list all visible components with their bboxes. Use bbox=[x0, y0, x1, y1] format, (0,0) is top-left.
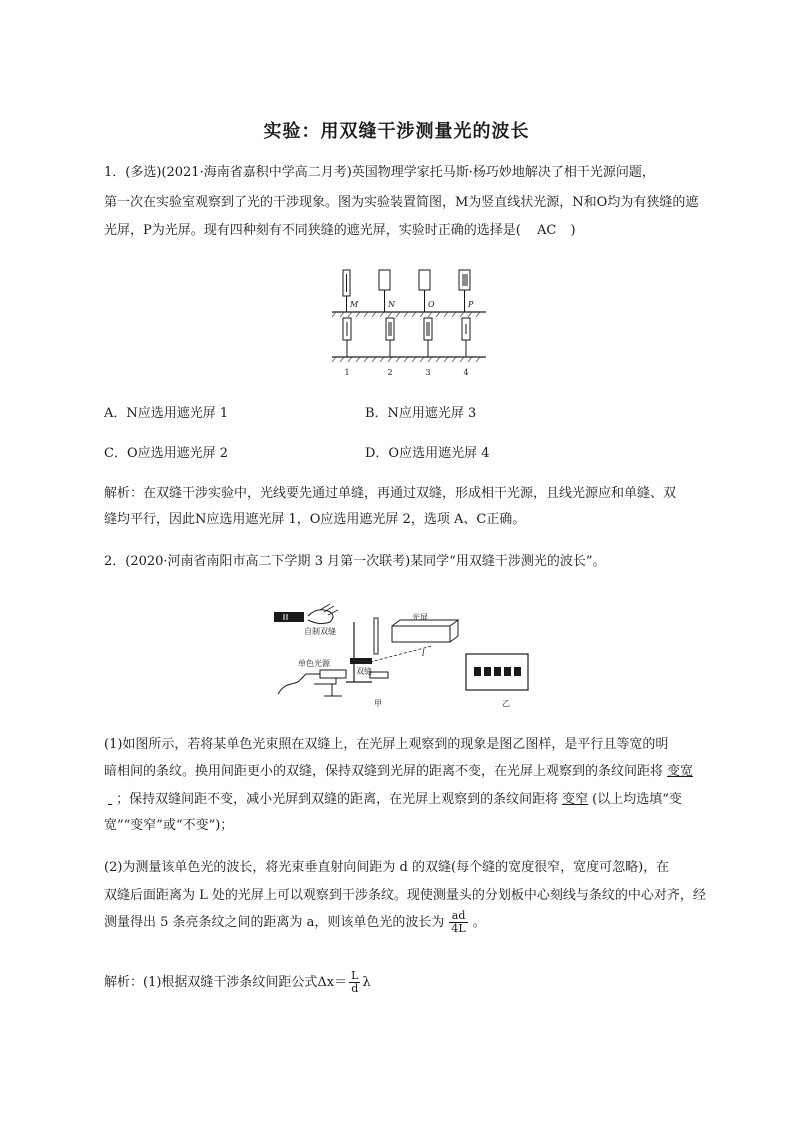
slit-screen-2 bbox=[386, 318, 394, 340]
q1-stem-paren: ) bbox=[570, 223, 576, 238]
label-o: O bbox=[428, 300, 435, 309]
label-l: l bbox=[422, 649, 425, 658]
formula-denominator: d bbox=[351, 982, 359, 995]
double-slit-holder bbox=[350, 658, 372, 664]
label-m: M bbox=[350, 300, 359, 309]
q2-part2-line3-end: 。 bbox=[472, 915, 486, 930]
figure-yi bbox=[466, 654, 528, 708]
double-slit-sample bbox=[274, 612, 304, 622]
number-3: 3 bbox=[425, 368, 431, 377]
q2-part2-line1: (2)为测量该单色光的波长，将光束垂直射向间距为 d 的双缝(每个缝的宽度很窄，宽度可忽略)，在 bbox=[104, 860, 670, 875]
label-self-slit: 自制双缝 bbox=[304, 627, 336, 636]
label-jia: 甲 bbox=[374, 699, 382, 708]
q1-option-a: A．N应选用遮光屏 1 bbox=[104, 406, 229, 421]
formula-lambda: λ bbox=[362, 975, 371, 990]
screen-box bbox=[392, 626, 450, 642]
q2-stem: 2．(2020·河南省南阳市高二下学期 3 月第一次联考)某同学“用双缝干涉测光的波长”。 bbox=[104, 554, 606, 569]
fringe-bar-2 bbox=[484, 667, 491, 676]
q1-option-d: D．O应选用遮光屏 4 bbox=[365, 446, 490, 461]
formula-numerator: L bbox=[351, 969, 359, 982]
page-title: 实验：用双缝干涉测量光的波长 bbox=[263, 121, 530, 142]
q2-figure-apparatus bbox=[262, 598, 552, 710]
label-screen: 光屏 bbox=[412, 613, 428, 622]
hand-icon bbox=[308, 610, 333, 624]
fringe-bar-5 bbox=[514, 667, 521, 676]
fringe-bar-3 bbox=[494, 667, 501, 676]
label-n: N bbox=[388, 300, 395, 309]
label-double-slit: 双缝 bbox=[356, 667, 372, 676]
q1-stem-line1: 1．(多选)(2021·海南省嘉积中学高二月考)英国物理学家托马斯·杨巧妙地解决了相干光源问题， bbox=[104, 165, 655, 180]
label-yi: 乙 bbox=[502, 699, 510, 708]
q1-stem-line2: 第一次在实验室观察到了光的干涉现象。图为实验装置简图，M为竖直线状光源，N和O均为有狭缝的遮 bbox=[104, 195, 699, 210]
q1-analysis-line1: 解析：在双缝干涉实验中，光线要先通过单缝，再通过双缝，形成相干光源，且线光源应和单缝、双 bbox=[104, 486, 677, 501]
label-p: P bbox=[468, 300, 474, 309]
q1-option-b: B．N应用遮光屏 3 bbox=[365, 406, 477, 421]
q2-part1-line2-text: 暗相间的条纹。换用间距更小的双缝，保持双缝到光屏的距离不变，在光屏上观察到的条纹间距将 bbox=[104, 764, 664, 779]
number-1: 1 bbox=[344, 368, 350, 377]
q2-analysis bbox=[104, 970, 371, 995]
q2-part1-line2 bbox=[104, 760, 697, 779]
q2-part1-line3-end: (以上均选填“变 bbox=[592, 792, 682, 807]
q2-analysis-text: 解析：(1)根据双缝干涉条纹间距公式Δx＝ bbox=[104, 975, 348, 990]
label-light-source: 单色光源 bbox=[298, 659, 330, 668]
q2-part1-line3 bbox=[104, 788, 682, 807]
q1-figure-slits bbox=[330, 262, 490, 380]
q1-answer: AC bbox=[536, 223, 557, 238]
fraction-denominator: 4L bbox=[451, 922, 466, 935]
number-2: 2 bbox=[387, 368, 393, 377]
screen-o bbox=[419, 270, 430, 290]
slit-screen-3 bbox=[424, 318, 432, 340]
q2-part1-line3-text: ；保持双缝间距不变，减小光屏到双缝的距离，在光屏上观察到的条纹间距将 bbox=[116, 792, 559, 807]
number-4: 4 bbox=[463, 368, 469, 377]
q2-part2-line2: 双缝后面距离为 L 处的光屏上可以观察到干涉条纹。现使测量头的分划板中心刻线与条纹的中心对齐，经 bbox=[104, 888, 706, 903]
q1-stem-line3-text: 光屏，P为光屏。现有四种刻有不同狭缝的遮光屏，实验时正确的选择是( bbox=[104, 223, 521, 238]
fringe-bar-1 bbox=[474, 667, 481, 676]
q2-part1-line4: 宽”“变窄”或“不变”)； bbox=[104, 818, 234, 833]
figure-jia bbox=[274, 604, 458, 708]
fringe-bar-4 bbox=[504, 667, 511, 676]
q2-answer-1: 变宽 bbox=[667, 764, 694, 779]
q2-answer-fraction bbox=[449, 910, 467, 935]
q2-part2-line3-text: 测量得出 5 条亮条纹之间的距离为 a，则该单色光的波长为 bbox=[104, 915, 445, 930]
formula-fraction bbox=[349, 970, 360, 995]
q2-answer-2: 变窄 bbox=[562, 792, 589, 807]
q1-option-c: C．O应选用遮光屏 2 bbox=[104, 446, 229, 461]
q2-part2-line3 bbox=[104, 910, 486, 935]
fraction-numerator: ad bbox=[449, 910, 467, 923]
q1-stem-line3 bbox=[104, 221, 576, 241]
q2-part1-line1: (1)如图所示，若将某单色光束照在双缝上，在光屏上观察到的现象是图乙图样，是平行且等宽的明 bbox=[104, 737, 669, 752]
q1-analysis-line2: 缝均平行，因此N应选用遮光屏 1，O应选用遮光屏 2，选项 A、C正确。 bbox=[104, 512, 526, 527]
screen-n bbox=[379, 270, 390, 290]
